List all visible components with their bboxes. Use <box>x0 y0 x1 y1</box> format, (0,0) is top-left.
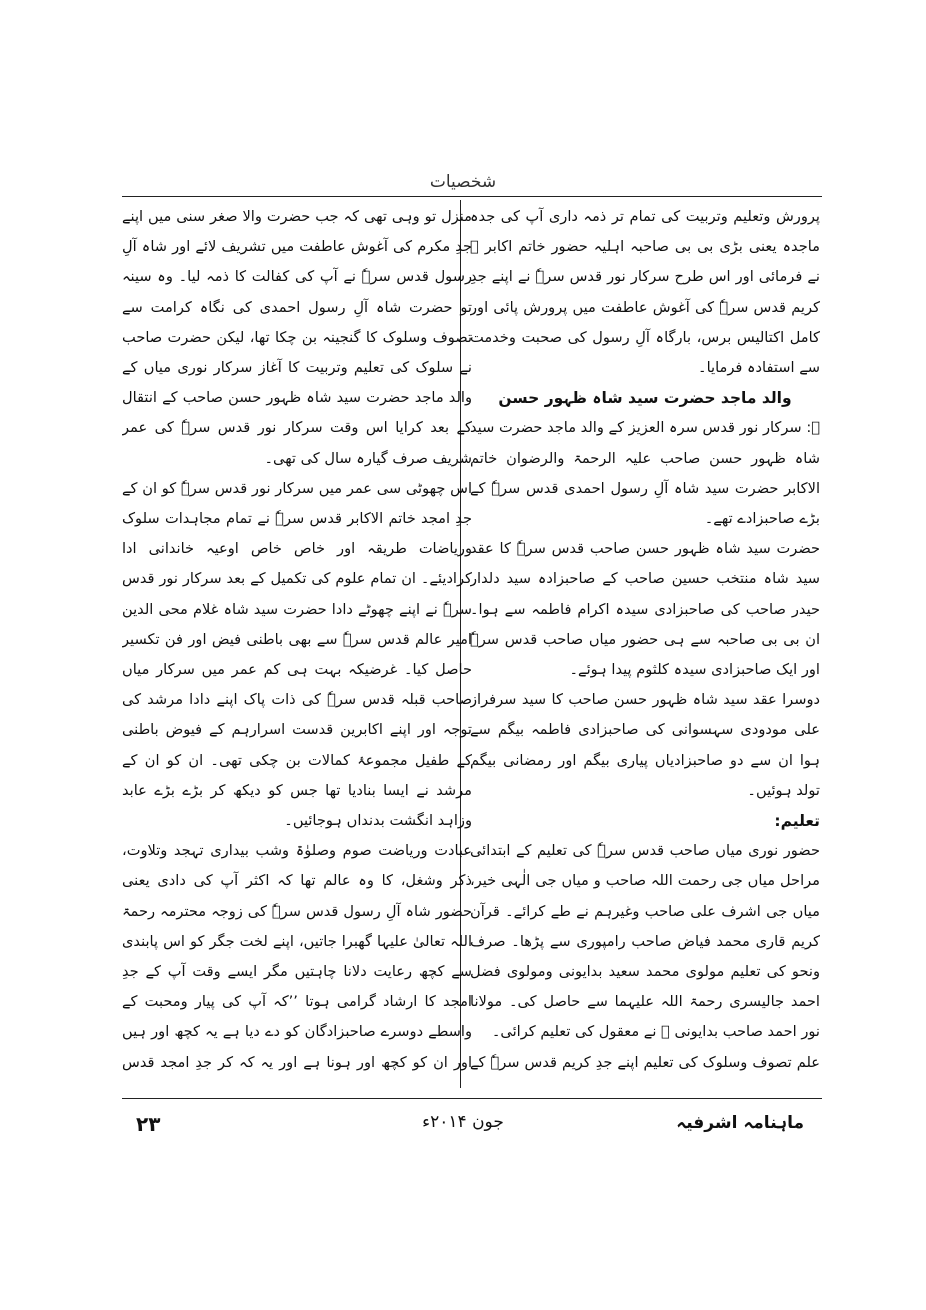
paragraph: حضور نوری میاں صاحب قدس سرہٗ کی تعلیم کے ابتدائی مراحل میاں جی رحمت اللہ صاحب و میاں جی الٰہی خیر، میاں جی اشرف علی صاحب وغیرہم نے طے کرائے۔ قرآن کریم قاری محمد فیاض صاحب رامپوری سے پڑھا۔ صرف ونحو کی تعلیم مولوی محمد سعید بدایونی ومولوی فضل احمد جالیسری رحمۃ اللہ علیہما سے حاصل کی۔ مولانا نور احمد صاحب بدایونی ﷫ نے معقول کی تعلیم کرائی۔ <box>470 842 820 1041</box>
issue-date: جون ۲۰۱۴ء <box>422 1112 504 1132</box>
paragraph: حضرت سید شاہ ظہور حسن صاحب قدس سرہٗ کا عقد سید شاہ منتخب حسین صاحب کے صاحبزادہ سید دلدار حیدر صاحب کی صاحبزادی سیدہ اکرام فاطمہ سے ہوا۔ ان بی بی صاحبہ سے ہی حضور میاں صاحب قدس سرہٗ اور ایک صاحبزادی سیدہ کلثوم پیدا ہوئے۔ <box>470 540 820 679</box>
paragraph: دوسرا عقد سید شاہ ظہور حسن صاحب کا سید سرفراز علی مودودی سہسوانی کی صاحبزادی فاطمہ بیگم سے ہوا ان سے دو صاحبزادیاں پیاری بیگم اور رمضانی بیگم تولد ہوئیں۔ <box>470 691 820 799</box>
section-heading: تعلیم: <box>774 812 820 831</box>
page-number: ۲۳ <box>136 1112 161 1136</box>
paragraph: ﷫: سرکار نور قدس سرہ العزیز کے والد ماجد حضرت سید شاہ ظہور حسن صاحب علیہ الرحمۃ والرضوان خاتم الاکابر حضرت سید شاہ آلِ رسول احمدی قدس سرہٗ کے بڑے صاحبزادے تھے۔ <box>470 419 820 528</box>
paragraph: پرورش وتعلیم وتربیت کی تمام تر ذمہ داری آپ کی جدہ ماجدہ یعنی بڑی بی بی صاحبہ اہلیہ حضور خاتم اکابر ﷫ نے فرمائی اور اس طرح سرکار نور قدس سرہٗ نے اپنے جدِ کریم قدس سرہٗ کی آغوش عاطفت میں پرورش پائی اور کامل اکتالیس برس، بارگاہ آلِ رسول کی صحبت وخدمت سے استفادہ فرمایا۔ <box>470 208 820 377</box>
header-rule <box>122 196 822 197</box>
right-column <box>470 202 820 1082</box>
publication-name: ماہنامہ اشرفیہ <box>676 1113 804 1133</box>
footer-rule <box>122 1098 822 1099</box>
running-header-title: شخصیات <box>429 172 497 192</box>
paragraph: منزل تو وہی تھی کہ جب حضرت والا صغر سنی میں اپنے جدِ مکرم کی آغوش عاطفت میں تشریف لائے اور شاہ آلِ رسول قدس سرہٗ نے آپ کی کفالت کا ذمہ لیا۔ وہ سینہ تو حضرت شاہ آلِ رسول احمدی کی نگاہ کرامت سے تصوف وسلوک کا گنجینہ بن چکا تھا، لیکن حضرت صاحب نے سلوک کی تعلیم وتربیت کا آغاز سرکار نوری میاں کے والد ماجد حضرت سید شاہ ظہور حسن صاحب کے انتقال کے بعد کرایا اس وقت سرکار نور قدس سرہٗ کی عمر شریف صرف گیارہ سال کی تھی۔ <box>122 208 472 467</box>
paragraph: اس چھوٹی سی عمر میں سرکار نور قدس سرہٗ کو ان کے جدِ امجد خاتم الاکابر قدس سرہٗ نے تمام مجاہدات سلوک وریاضات طریقہ اور خاص خاص اوعیہ خاندانی ادا کرادیئے۔ ان تمام علوم کی تکمیل کے بعد سرکار نور قدس سرہٗ نے اپنے چھوٹے دادا حضرت سید شاہ غلام محی الدین امیر عالم قدس سرہٗ سے بھی باطنی فیض اور فن تکسیر حاصل کیا۔ غرضیکہ بہت ہی کم عمر میں سرکار میاں صاحب قبلہ قدس سرہٗ کی ذات پاک اپنے دادا مرشد کی توجہ اور اپنے اکابرین قدست اسرارہم کے فیوض باطنی کے طفیل مجموعۂ کمالات بن چکی تھی۔ ان کو ان کے مرشد نے ایسا بنادیا تھا جس کو دیکھ کر بڑے بڑے عابد وزاہد انگشت بدنداں ہوجائیں۔ <box>122 479 472 830</box>
section-heading: والد ماجد حضرت سید شاہ ظہور حسن <box>498 389 792 408</box>
left-column <box>122 202 472 1082</box>
paragraph: علم تصوف وسلوک کی تعلیم اپنے جدِ کریم قدس سرہٗ کے <box>470 1053 820 1071</box>
paragraph: عبادت وریاضت صوم وصلوٰۃ وشب بیداری تہجد وتلاوت، ذکر وشغل، کا وہ عالم تھا کہ اکثر آپ کی دادی یعنی حضور شاہ آلِ رسول قدس سرہٗ کی زوجہ محترمہ رحمۃ اللہ تعالیٰ علیہا گھبرا جاتیں، اپنے لخت جگر کو اس پابندی سے کچھ رعایت دلانا چاہتیں مگر ایسے وقت آپ کے جدِ امجد کا ارشاد گرامی ہوتا ’’کہ آپ کی پیار ومحبت کے واسطے دوسرے صاحبزادگان کو دے دیا ہے یہ کچھ اور ہیں اور ان کو کچھ اور ہونا ہے اور یہ کہ کر جدِ امجد قدس <box>122 842 472 1071</box>
